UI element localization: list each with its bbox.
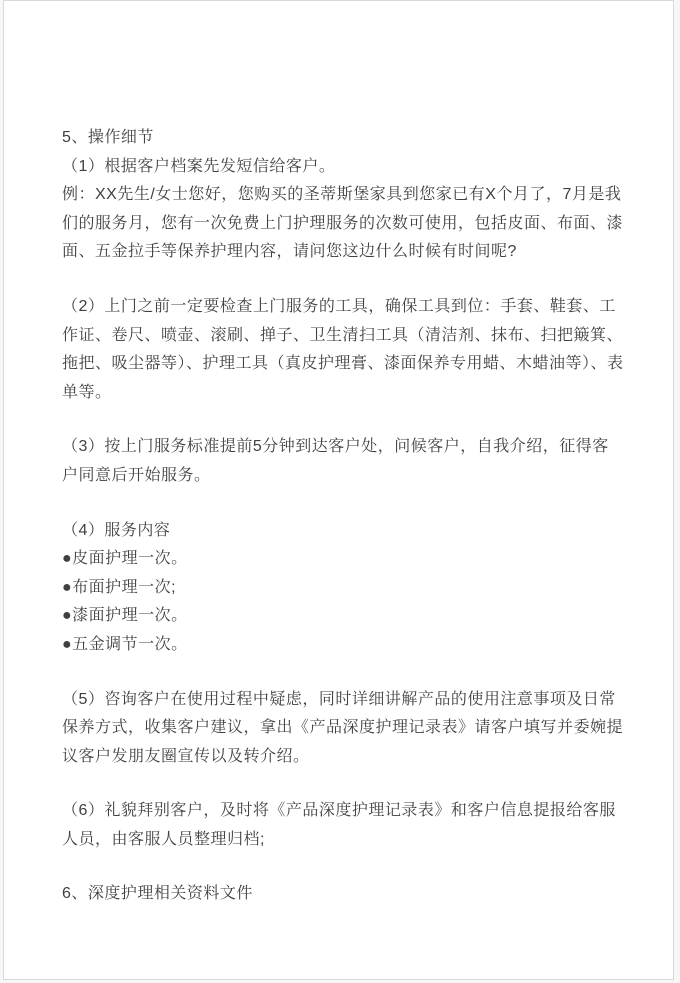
step-6-paragraph: （6）礼貌拜别客户，及时将《产品深度护理记录表》和客户信息提报给客服人员，由客服人员整理归档; bbox=[62, 802, 616, 848]
step-4-heading: （4）服务内容 bbox=[62, 521, 171, 539]
step-3-paragraph: （3）按上门服务标准提前5分钟到达客户处，问候客户，自我介绍，征得客户同意后开始服务。 bbox=[62, 438, 609, 484]
bullet-paint-care: ●漆面护理一次。 bbox=[62, 607, 188, 625]
document-content bbox=[62, 124, 624, 909]
step-2-paragraph: （2）上门之前一定要检查上门服务的工具，确保工具到位：手套、鞋套、工作证、卷尺、喷壶、滚刷、掸子、卫生清扫工具（清洁剂、抹布、扫把簸箕、拖把、吸尘器等）、护理工具（真皮护理膏、漆面保养专用蜡、木蜡油等）、表单等。 bbox=[62, 297, 624, 401]
document-page bbox=[3, 0, 674, 980]
bullet-fabric-care: ●布面护理一次; bbox=[62, 578, 177, 596]
sms-example-paragraph: 例：XX先生/女士您好，您购买的圣蒂斯堡家具到您家已有X个月了，7月是我们的服务月，您有一次免费上门护理服务的次数可使用，包括皮面、布面、漆面、五金拉手等保养护理内容，请问您这边什么时候有时间呢? bbox=[62, 186, 624, 261]
step-1-paragraph: （1）根据客户档案先发短信给客户。 bbox=[62, 157, 336, 175]
step-5-paragraph: （5）咨询客户在使用过程中疑虑，同时详细讲解产品的使用注意事项及日常保养方式，收集客户建议，拿出《产品深度护理记录表》请客户填写并委婉提议客户发朋友圈宣传以及转介绍。 bbox=[62, 690, 624, 765]
section-5-heading: 5、操作细节 bbox=[62, 129, 154, 146]
bullet-hardware-adjust: ●五金调节一次。 bbox=[62, 635, 188, 653]
bullet-leather-care: ●皮面护理一次。 bbox=[62, 550, 188, 568]
section-6-heading: 6、深度护理相关资料文件 bbox=[62, 885, 253, 903]
